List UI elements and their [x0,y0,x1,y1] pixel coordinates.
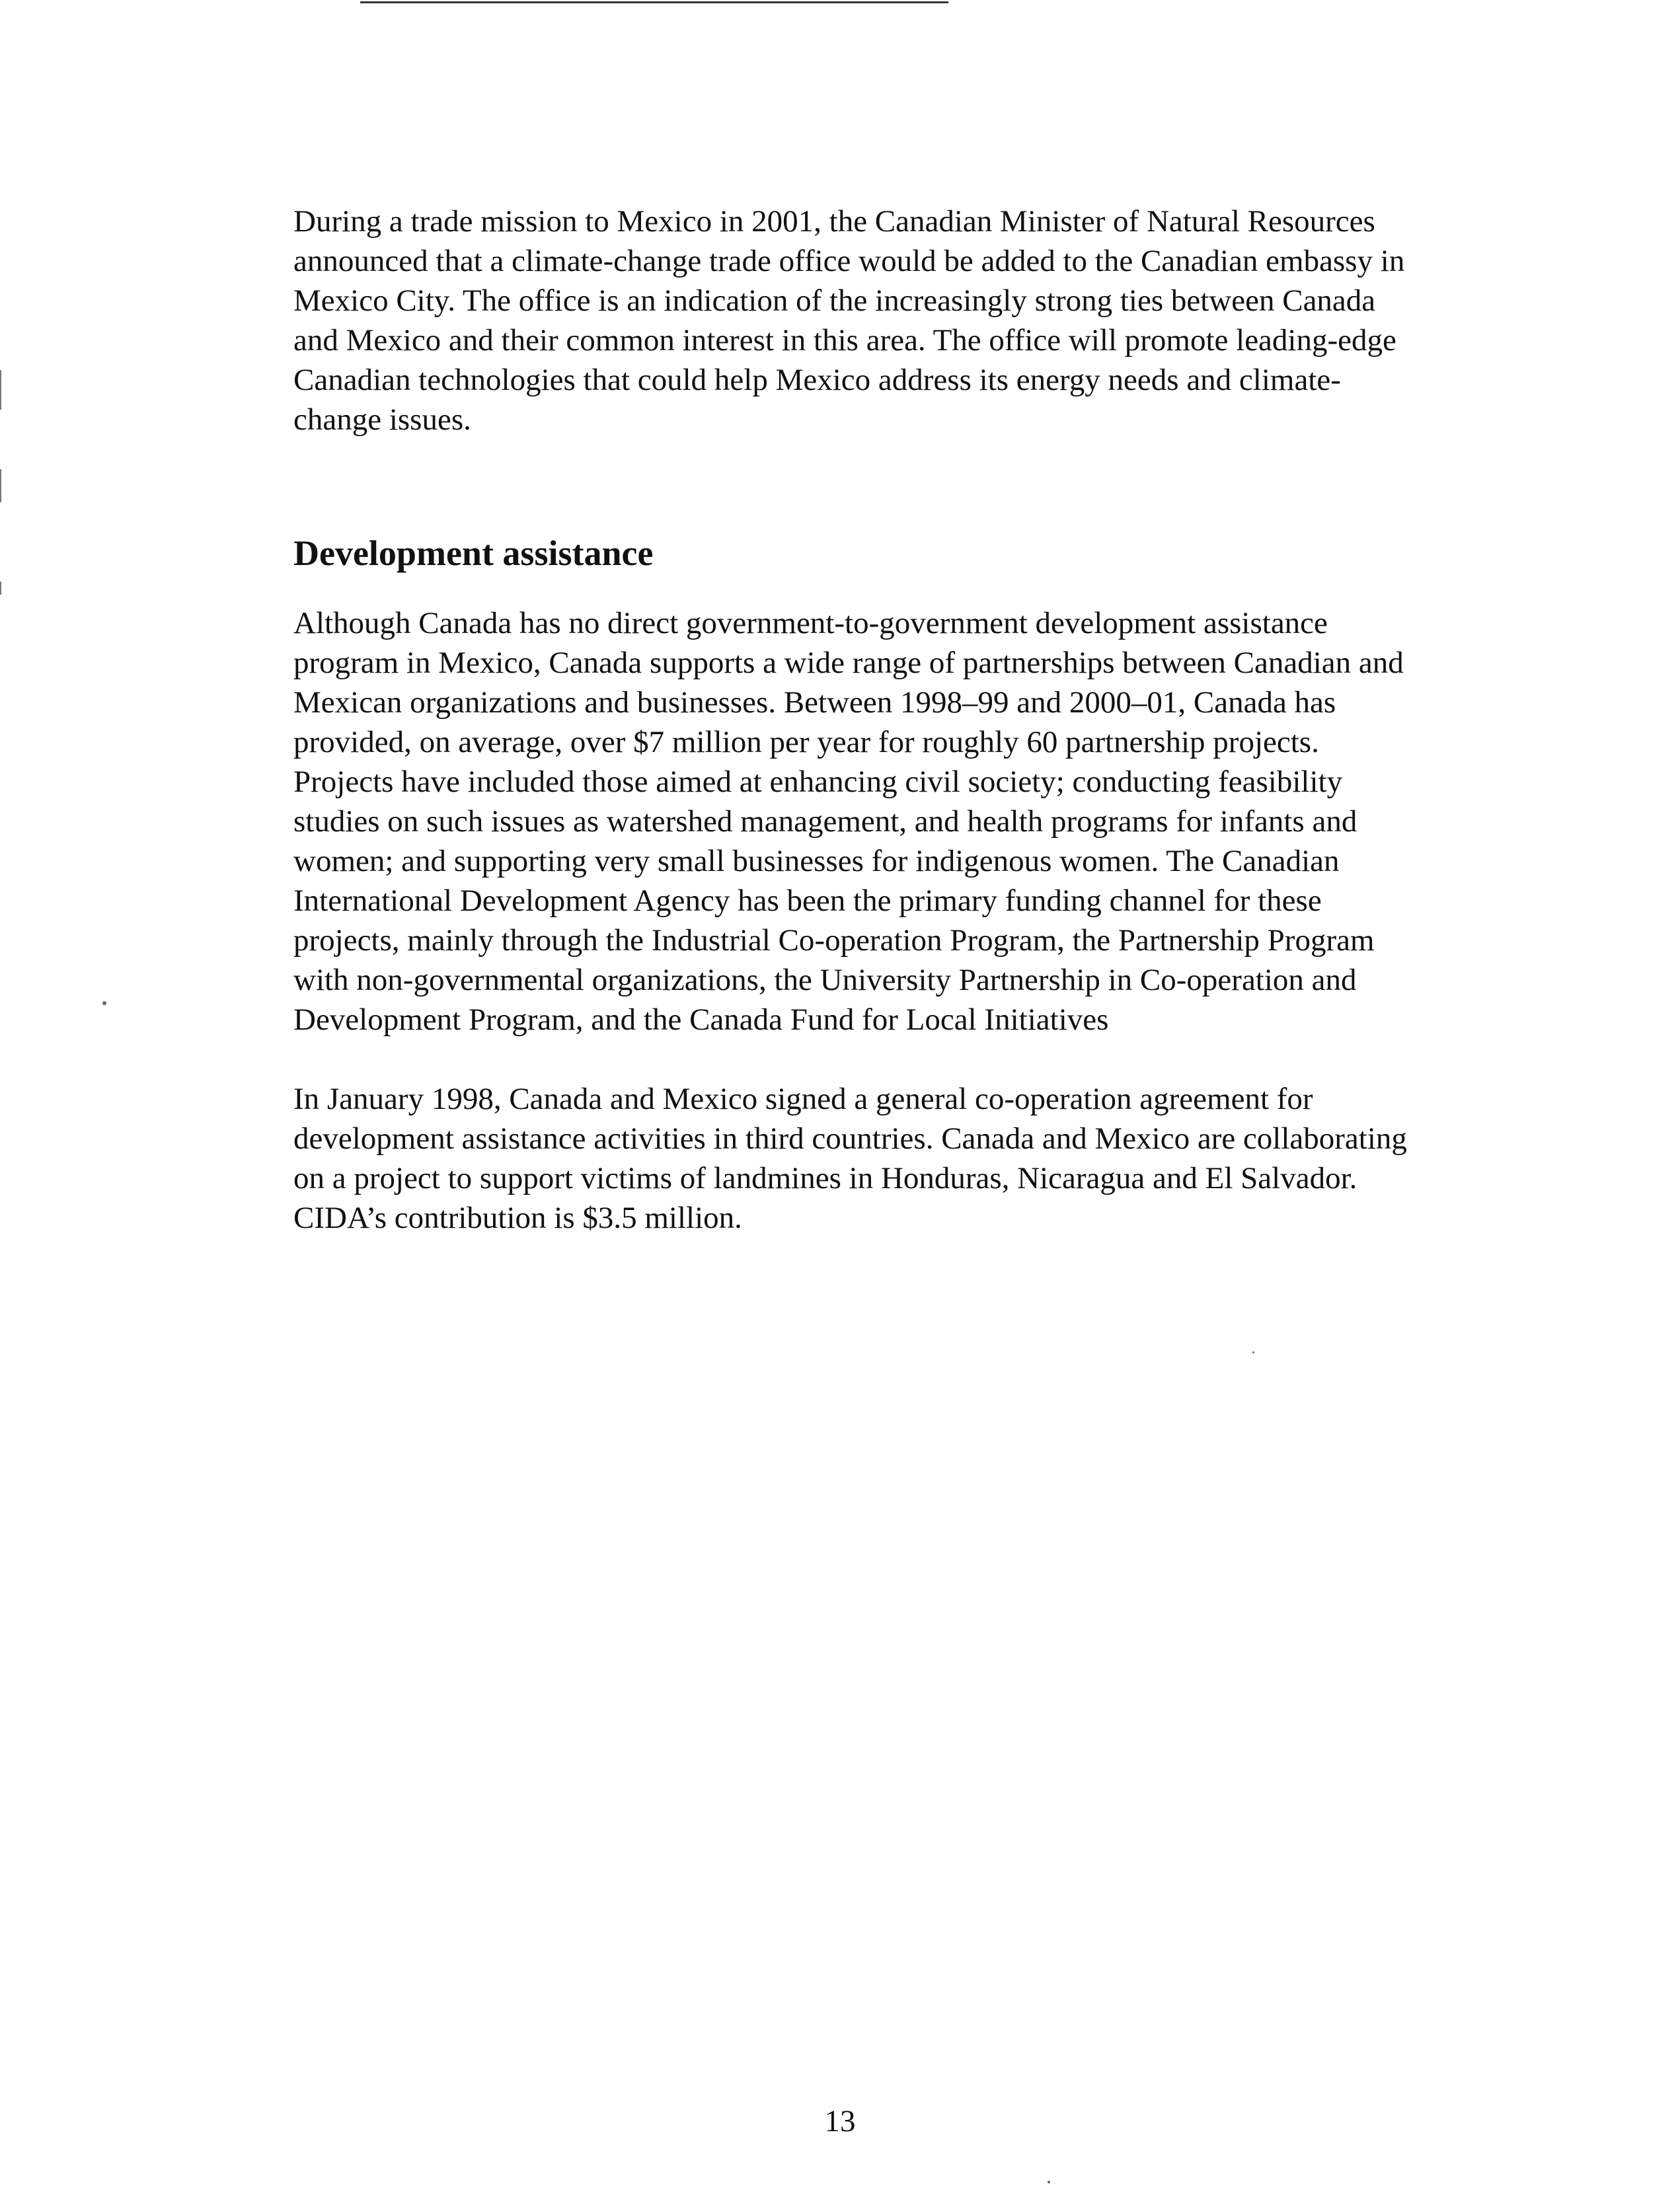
scan-edge-mark [0,370,1,410]
scan-speck [1252,1351,1254,1353]
page-number: 13 [824,2104,856,2138]
scan-edge-mark [0,469,1,502]
section-heading: Development assistance [293,533,654,573]
scan-speck [1048,2181,1050,2183]
document-body [293,202,1417,1238]
body-paragraph: In January 1998, Canada and Mexico signed a general co-operation agreement for development assistance activities in third countries. Canada and Mexico are collaborating on a project to support victims of landmines in Honduras, Nicaragua and El Salvador. CIDA’s contribution is $3.5 million. [293,1082,1407,1235]
scan-edge-mark [0,582,1,595]
paragraph-gap [293,1039,1417,1079]
scan-speck [102,1001,106,1005]
body-paragraph: Although Canada has no direct government-to-government development assistance program in Mexico, Canada supports a wide range of partnerships between Canadian and Mexican organizations and businesses. Between 1998–99 and 2000–01, Canada has provided, on average, over $7 million per year for roughly 60 partnership projects. Projects have included those aimed at enhancing civil society; conducting feasibility studies on such issues as watershed management, and health programs for infants and women; and supporting very small businesses for indigenous women. The Canadian International Development Agency has been the primary funding channel for these projects, mainly through the Industrial Co-operation Program, the Partnership Program with non-governmental organizations, the University Partnership in Co-operation and Development Program, and the Canada Fund for Local Initiatives [293,606,1404,1037]
body-paragraph: During a trade mission to Mexico in 2001, the Canadian Minister of Natural Resources announced that a climate-change trade office would be added to the Canadian embassy in Mexico City. The office is an indication of the increasingly strong ties between Canada and Mexico and their common interest in this area. The office will promote leading-edge Canadian technologies that could help Mexico address its energy needs and climate-change issues. [293,204,1405,437]
top-rule [360,1,948,3]
